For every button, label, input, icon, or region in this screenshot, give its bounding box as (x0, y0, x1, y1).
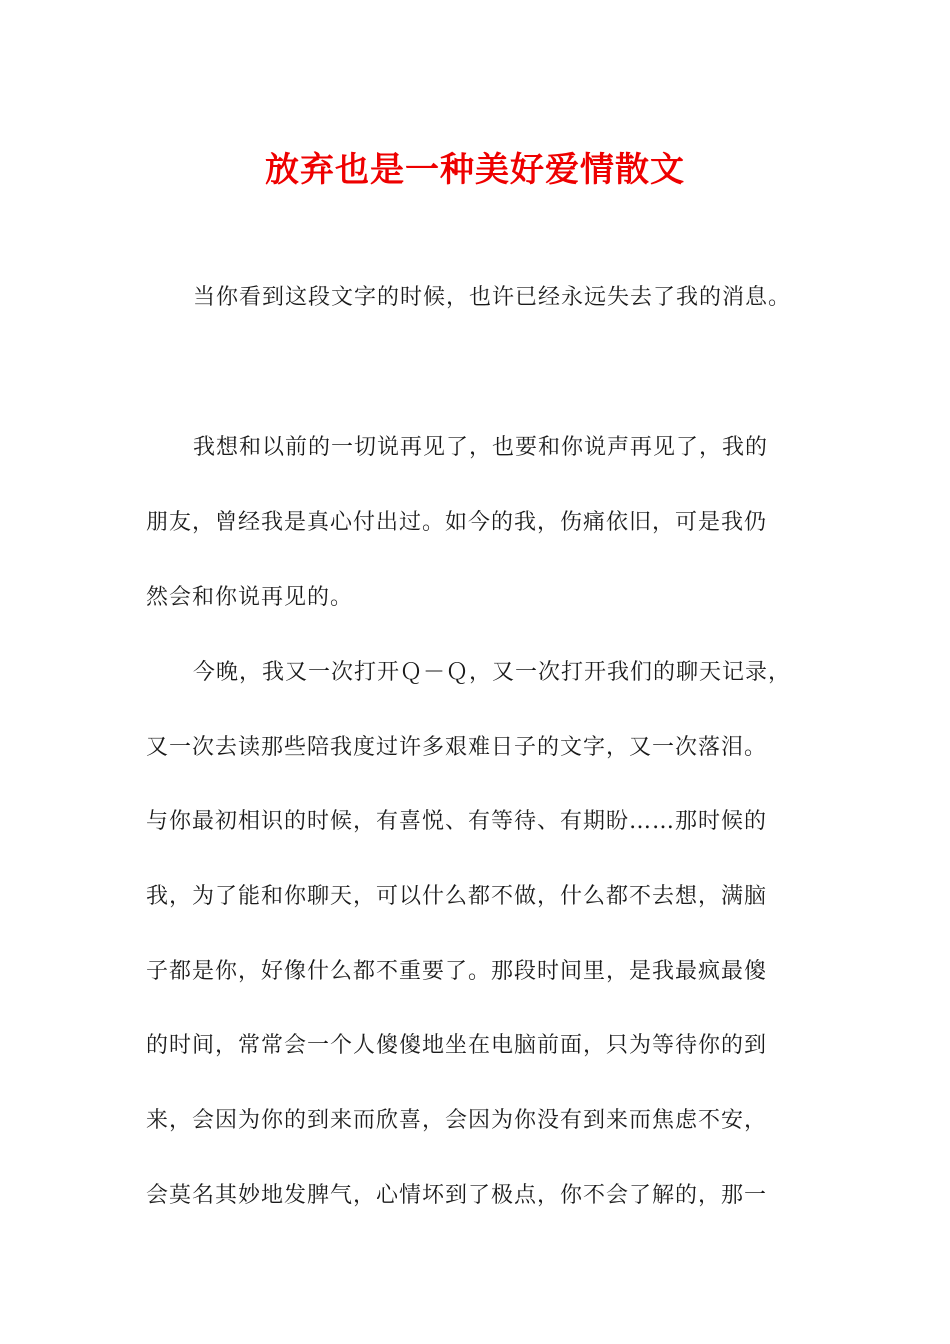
paragraph-line: 来，会因为你的到来而欣喜，会因为你没有到来而焦虑不安， (146, 1108, 768, 1133)
paragraph-line: 又一次去读那些陪我度过许多艰难日子的文字，又一次落泪。 (146, 735, 768, 760)
paragraph-line: 我想和以前的一切说再见了，也要和你说声再见了，我的 (193, 435, 769, 460)
paragraph-line: 当你看到这段文字的时候，也许已经永远失去了我的消息。 (193, 285, 792, 310)
paragraph-line: 我，为了能和你聊天，可以什么都不做，什么都不去想，满脑 (146, 884, 768, 909)
paragraph-line: 与你最初相识的时候，有喜悦、有等待、有期盼……那时候的 (146, 809, 768, 834)
paragraph-line: 朋友，曾经我是真心付出过。如今的我，伤痛依旧，可是我仍 (146, 510, 768, 535)
document-title: 放弃也是一种美好爱情散文 (265, 150, 685, 190)
paragraph-line: 的时间，常常会一个人傻傻地坐在电脑前面，只为等待你的到 (146, 1033, 768, 1058)
paragraph-line: 然会和你说再见的。 (146, 585, 354, 610)
paragraph-line: 今晚，我又一次打开Ｑ－Ｑ，又一次打开我们的聊天记录， (193, 660, 792, 685)
paragraph-line: 会莫名其妙地发脾气，心情坏到了极点，你不会了解的，那一 (146, 1183, 768, 1208)
paragraph-line: 子都是你，好像什么都不重要了。那段时间里，是我最疯最傻 (146, 959, 768, 984)
